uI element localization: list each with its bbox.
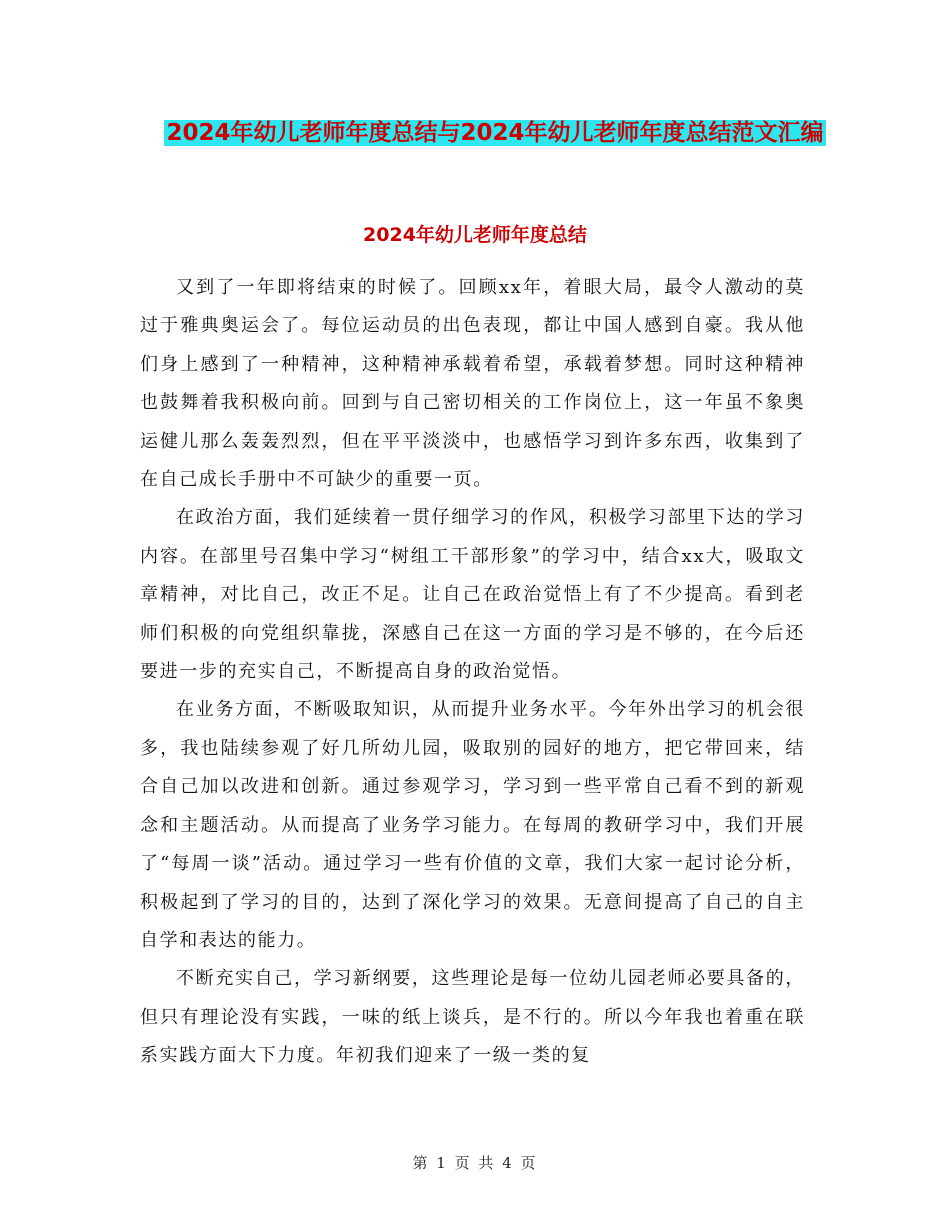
paragraph-3: 在业务方面，不断吸取知识，从而提升业务水平。今年外出学习的机会很多，我也陆续参观了好几所幼儿园，吸取别的园好的地方，把它带回来，结合自己加以改进和创新。通过参观学习，学习到一些平常自己看不到的新观念和主题活动。从而提高了业务学习能力。在每周的教研学习中，我们开展了“每周一谈”活动。通过学习一些有价值的文章，我们大家一起讨论分析，积极起到了学习的目的，达到了深化学习的效果。无意间提高了自己的自主自学和表达的能力。 <box>140 699 805 951</box>
paragraph-2: 在政治方面，我们延续着一贯仔细学习的作风，积极学习部里下达的学习内容。在部里号召集中学习“树组工干部形象”的学习中，结合xx大，吸取文章精神，对比自己，改正不足。让自己在政治觉悟上有了不少提高。看到老师们积极的向党组织靠拢，深感自己在这一方面的学习是不够的，在今后还要进一步的充实自己，不断提高自身的政治觉悟。 <box>140 507 805 683</box>
paragraph-4: 不断充实自己，学习新纲要，这些理论是每一位幼儿园老师必要具备的，但只有理论没有实践，一味的纸上谈兵，是不行的。所以今年我也着重在联系实践方面大下力度。年初我们迎来了一级一类的复 <box>140 968 805 1067</box>
document-title-text: 2024年幼儿老师年度总结与2024年幼儿老师年度总结范文汇编 <box>166 120 824 146</box>
paragraph-1: 又到了一年即将结束的时候了。回顾xx年，着眼大局，最令人激动的莫过于雅典奥运会了。每位运动员的出色表现，都让中国人感到自豪。我从他们身上感到了一种精神，这种精神承载着希望，承载着梦想。同时这种精神也鼓舞着我积极向前。回到与自己密切相关的工作岗位上，这一年虽不象奥运健儿那么轰轰烈烈，但在平平淡淡中，也感悟学习到许多东西，收集到了在自己成长手册中不可缺少的重要一页。 <box>140 277 805 491</box>
page-footer: 第 1 页 共 4 页 <box>412 1154 538 1172</box>
section-title: 2024年幼儿老师年度总结 <box>363 224 587 246</box>
document-title <box>140 110 850 156</box>
document-body <box>140 269 805 1076</box>
